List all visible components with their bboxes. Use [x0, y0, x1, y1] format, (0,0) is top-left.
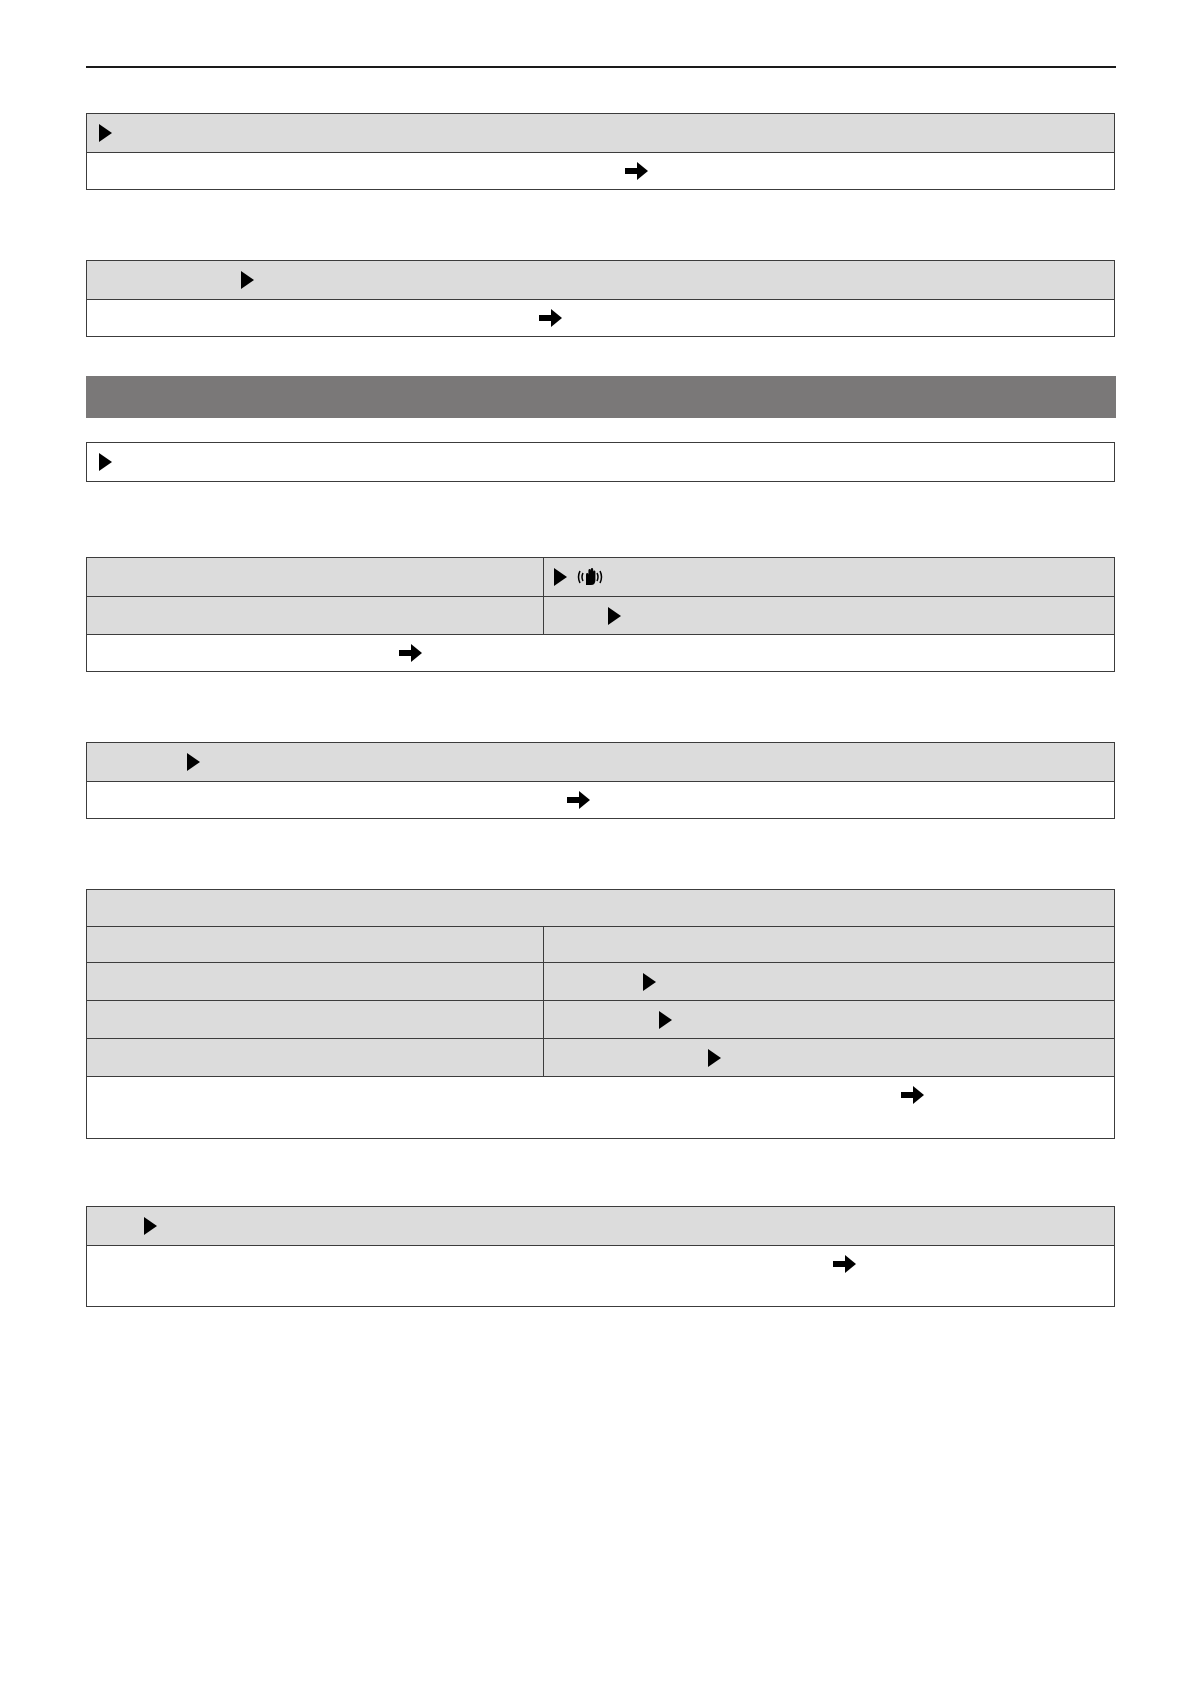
menu-table-7 [86, 1206, 1115, 1307]
reference-row [87, 299, 1114, 336]
reference-arrow-icon[interactable] [833, 1254, 857, 1274]
menu-path-row [87, 261, 1114, 299]
split-row-path-cell [544, 963, 1114, 1000]
reference-arrow-icon[interactable] [567, 790, 591, 810]
menu-path-row [87, 1207, 1114, 1245]
split-row [87, 1038, 1114, 1076]
split-row-label-cell [87, 597, 544, 634]
split-row-label-cell [87, 1001, 544, 1038]
menu-path-marker-icon [241, 271, 254, 289]
split-row-label-cell [87, 558, 544, 596]
split-row-label-cell [87, 963, 544, 1000]
menu-path-marker-icon [99, 453, 112, 471]
menu-path-marker-icon [708, 1049, 721, 1067]
split-row-path-cell [544, 558, 1114, 596]
menu-table-4 [86, 557, 1115, 672]
menu-table-5 [86, 742, 1115, 819]
menu-table-2 [86, 260, 1115, 337]
menu-table-3 [86, 442, 1115, 482]
reference-row [87, 1076, 1114, 1138]
reference-arrow-icon[interactable] [539, 308, 563, 328]
split-row [87, 558, 1114, 596]
reference-row [87, 152, 1114, 189]
reference-arrow-icon[interactable] [399, 643, 423, 663]
split-row-path-cell [544, 1039, 1114, 1076]
split-row-path-cell [544, 927, 1114, 962]
menu-path-marker-icon [99, 124, 112, 142]
menu-path-marker-icon [608, 607, 621, 625]
menu-table-1 [86, 113, 1115, 190]
split-row-label-cell [87, 1039, 544, 1076]
menu-path-marker-icon [643, 973, 656, 991]
menu-path-row [87, 743, 1114, 781]
menu-path-row [87, 114, 1114, 152]
reference-row [87, 1245, 1114, 1306]
split-row [87, 596, 1114, 634]
table-header-row [87, 890, 1114, 926]
split-row [87, 926, 1114, 962]
section-banner [86, 376, 1116, 418]
reference-arrow-icon[interactable] [901, 1085, 925, 1105]
reference-arrow-icon[interactable] [625, 161, 649, 181]
menu-path-marker-icon [144, 1217, 157, 1235]
split-row [87, 1000, 1114, 1038]
menu-path-marker-icon [187, 753, 200, 771]
reference-row [87, 634, 1114, 671]
menu-path-marker-icon [554, 568, 567, 586]
menu-path-marker-icon [659, 1011, 672, 1029]
split-row-path-cell [544, 597, 1114, 634]
split-row [87, 962, 1114, 1000]
menu-path-row [87, 443, 1114, 481]
split-row-path-cell [544, 1001, 1114, 1038]
header-rule [86, 66, 1116, 68]
split-row-label-cell [87, 927, 544, 962]
stabilizer-hand-icon [576, 567, 604, 587]
menu-table-6 [86, 889, 1115, 1139]
reference-row [87, 781, 1114, 818]
